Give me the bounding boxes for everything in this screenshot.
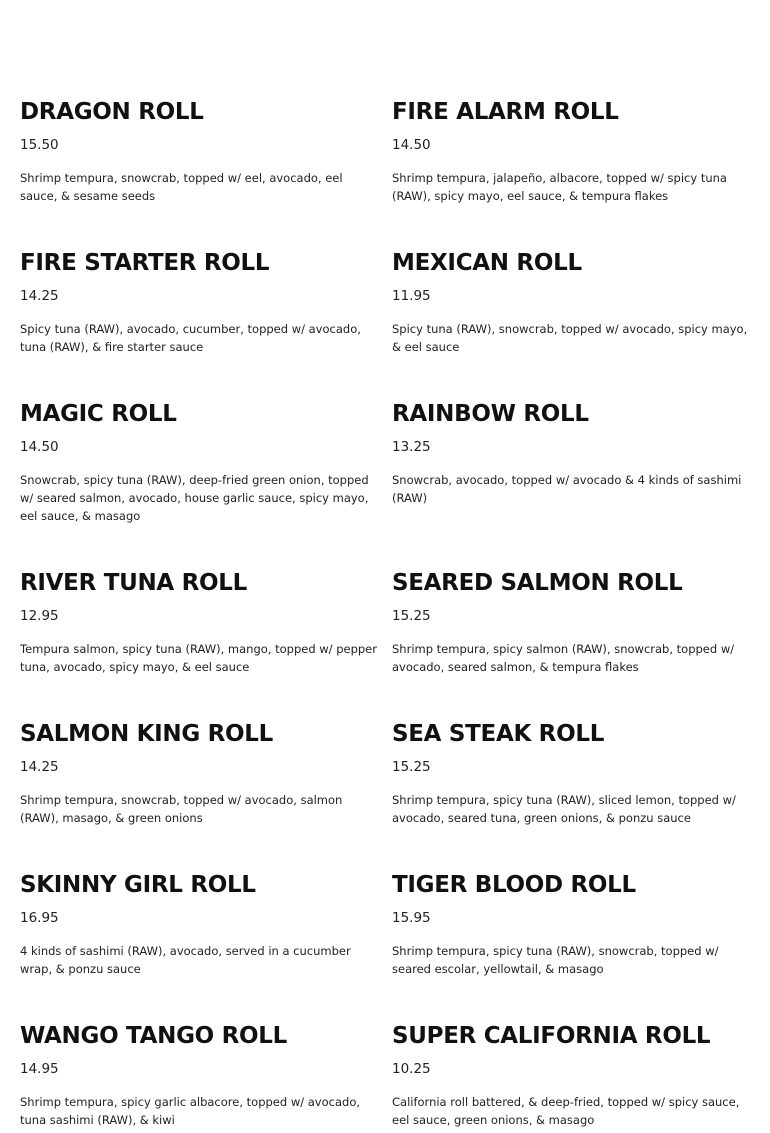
item-price: 15.25 [392,608,431,624]
item-price: 14.95 [20,1061,59,1077]
item-price: 11.95 [392,288,431,304]
item-description: Shrimp tempura, spicy salmon (RAW), snowcrab, topped w/ avocado, seared salmon, & tempura flakes [392,642,735,674]
item-description: Shrimp tempura, spicy garlic albacore, topped w/ avocado, tuna sashimi (RAW), & kiwi [20,1095,361,1127]
item-price: 13.25 [392,439,431,455]
item-price: 10.25 [392,1061,431,1077]
item-name: DRAGON ROLL [20,99,204,125]
item-name: SKINNY GIRL ROLL [20,872,256,898]
item-price: 14.25 [20,759,59,775]
item-price: 12.95 [20,608,59,624]
item-price: 15.95 [392,910,431,926]
item-price: 14.50 [392,137,431,153]
item-description: Spicy tuna (RAW), avocado, cucumber, topped w/ avocado, tuna (RAW), & fire starter sauce [20,322,361,354]
item-name: SALMON KING ROLL [20,721,274,747]
item-name: TIGER BLOOD ROLL [392,872,636,898]
item-price: 15.50 [20,137,59,153]
item-description: 4 kinds of sashimi (RAW), avocado, served in a cucumber wrap, & ponzu sauce [20,944,351,976]
item-price: 14.50 [20,439,59,455]
item-name: FIRE ALARM ROLL [392,99,619,125]
item-name: RAINBOW ROLL [392,401,589,427]
item-description: Shrimp tempura, spicy tuna (RAW), snowcrab, topped w/ seared escolar, yellowtail, & masago [392,944,719,976]
item-name: WANGO TANGO ROLL [20,1023,287,1049]
item-name: SEARED SALMON ROLL [392,570,683,596]
item-description: Spicy tuna (RAW), snowcrab, topped w/ avocado, spicy mayo, & eel sauce [392,322,748,354]
item-name: SUPER CALIFORNIA ROLL [392,1023,711,1049]
item-price: 15.25 [392,759,431,775]
item-name: MAGIC ROLL [20,401,177,427]
item-description: Shrimp tempura, spicy tuna (RAW), sliced lemon, topped w/ avocado, seared tuna, green onions, & ponzu sauce [392,793,736,825]
item-description: Shrimp tempura, snowcrab, topped w/ eel, avocado, eel sauce, & sesame seeds [20,171,343,203]
item-description: California roll battered, & deep-fried, topped w/ spicy sauce, eel sauce, green onions, & masago [392,1095,740,1127]
item-price: 16.95 [20,910,59,926]
item-description: Shrimp tempura, jalapeño, albacore, topped w/ spicy tuna (RAW), spicy mayo, eel sauce, & tempura flakes [392,171,727,203]
item-name: RIVER TUNA ROLL [20,570,247,596]
item-description: Shrimp tempura, snowcrab, topped w/ avocado, salmon (RAW), masago, & green onions [20,793,343,825]
item-description: Snowcrab, avocado, topped w/ avocado & 4 kinds of sashimi (RAW) [392,473,742,505]
item-description: Snowcrab, spicy tuna (RAW), deep-fried green onion, topped w/ seared salmon, avocado, house garlic sauce, spicy mayo, eel sauce, & masago [20,473,369,523]
item-price: 14.25 [20,288,59,304]
item-name: SEA STEAK ROLL [392,721,605,747]
item-description: Tempura salmon, spicy tuna (RAW), mango, topped w/ pepper tuna, avocado, spicy mayo, & eel sauce [20,642,377,674]
item-name: MEXICAN ROLL [392,250,582,276]
item-name: FIRE STARTER ROLL [20,250,270,276]
